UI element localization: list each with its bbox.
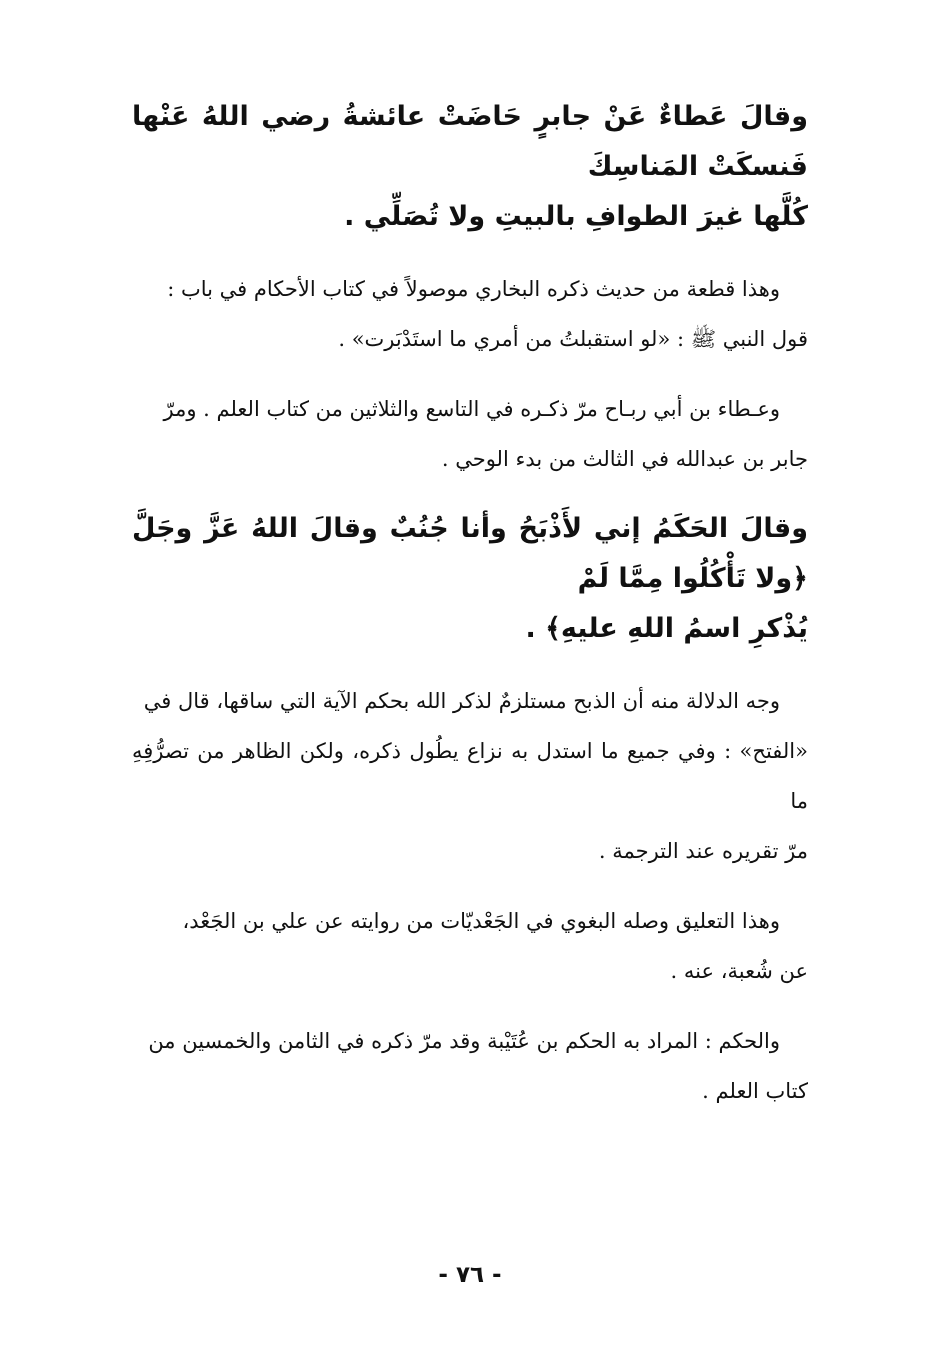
commentary-line: وهذا التعليق وصله البغوي في الجَعْديّات من روايته عن علي بن الجَعْد، — [182, 909, 780, 933]
commentary-paragraph — [132, 1016, 808, 1116]
commentary-paragraph — [132, 384, 808, 484]
commentary-line: والحكم : المراد به الحكم بن عُتَيْبة وقد مرّ ذكره في الثامن والخمسين من — [148, 1029, 780, 1053]
quoted-text-block — [132, 92, 808, 242]
commentary-line: قول النبي ﷺ : «لو استقبلتُ من أمري ما استَدْبَرت» . — [338, 327, 808, 351]
commentary-line: وعـطاء بن أبي ربـاح مرّ ذكـره في التاسع والثلاثين من كتاب العلم . ومرّ — [163, 397, 780, 421]
commentary-paragraph — [132, 676, 808, 876]
page-body — [132, 92, 808, 1136]
quoted-text-line: وقالَ عَطاءٌ عَنْ جابرٍ حَاضَتْ عائشةُ رضي اللهُ عَنْها فَنسكَتْ المَناسِكَ — [132, 101, 808, 182]
commentary-line: جابر بن عبدالله في الثالث من بدء الوحي . — [441, 447, 808, 471]
quoted-text-line: وقالَ الحَكَمُ إني لأَذْبَحُ وأنا جُنُبٌ وقالَ اللهُ عَزَّ وجَلَّ ﴿ولا تَأْكُلُوا مِمَّا لَمْ — [132, 513, 808, 594]
quoted-text-block — [132, 504, 808, 654]
quoted-text-line: كُلَّها غيرَ الطوافِ بالبيتِ ولا تُصَلِّي . — [344, 201, 808, 232]
quoted-text-line: يُذْكرِ اسمُ اللهِ عليهِ﴾ . — [525, 613, 808, 644]
commentary-paragraph — [132, 264, 808, 364]
commentary-line: «الفتح» : وفي جميع ما استدل به نزاع يطُول ذكره، ولكن الظاهر من تصرُّفِهِ ما — [132, 739, 808, 813]
commentary-line: كتاب العلم . — [702, 1079, 808, 1103]
commentary-line: وجه الدلالة منه أن الذبح مستلزمٌ لذكر الله بحكم الآية التي ساقها، قال في — [143, 689, 780, 713]
page-number: - ٧٦ - — [438, 1262, 502, 1288]
commentary-line: عن شُعبة، عنه . — [670, 959, 808, 983]
commentary-line: وهذا قطعة من حديث ذكره البخاري موصولاً في كتاب الأحكام في باب : — [167, 277, 780, 301]
commentary-paragraph — [132, 896, 808, 996]
commentary-line: مرّ تقريره عند الترجمة . — [598, 839, 808, 863]
